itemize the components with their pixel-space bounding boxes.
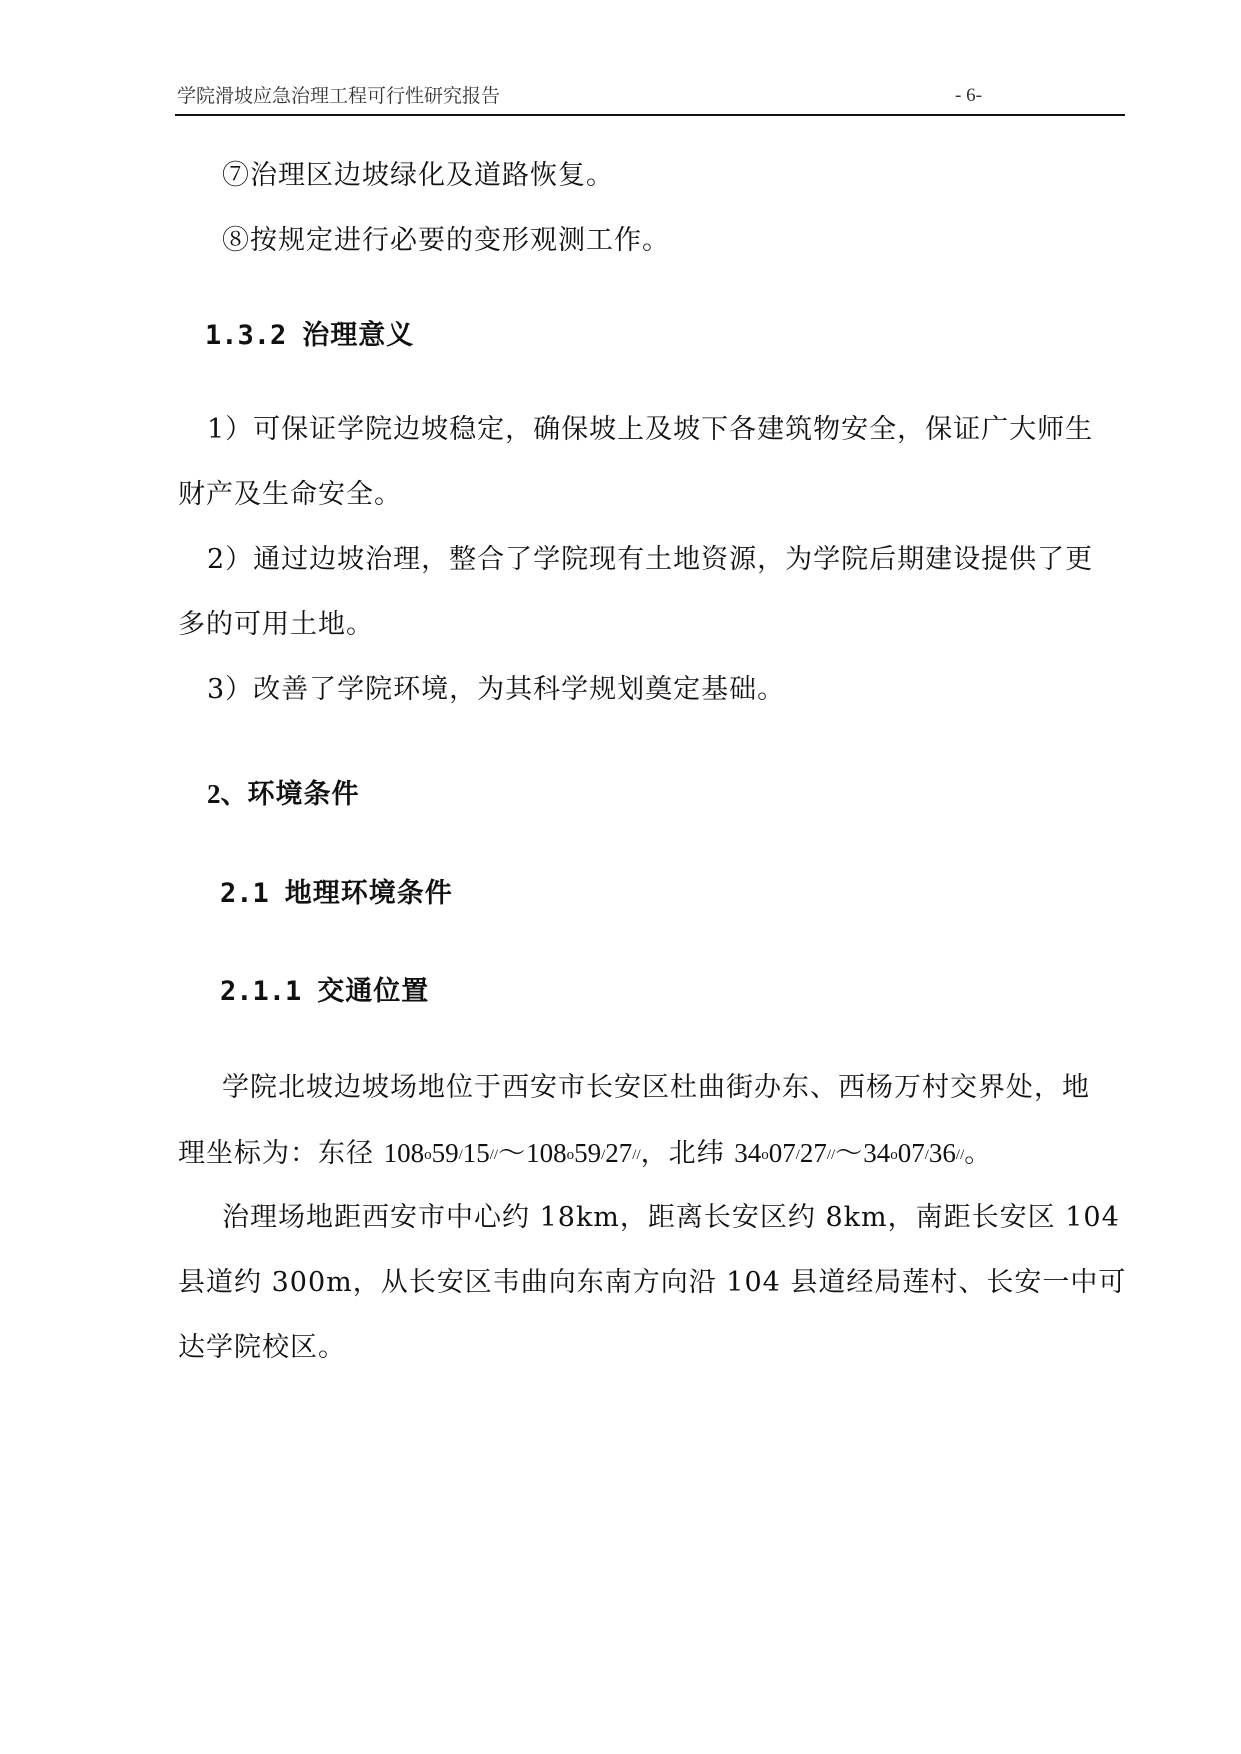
page-number: - 6- [955, 85, 982, 106]
section-title: 环境条件 [247, 779, 360, 810]
header-title: 学院滑坡应急治理工程可行性研究报告 [177, 85, 501, 107]
paragraph-significance-2-line-2: 多的可用土地。 [178, 609, 374, 640]
latitude-start: 34$^o$07/27// [734, 1138, 836, 1168]
latitude-end: 34$^o$07/36// [863, 1138, 965, 1168]
paragraph-location-2-line-2: 县道约 300m，从长安区韦曲向东南方向沿 104 县道经局莲村、长安一中可 [178, 1267, 1127, 1298]
list-item-8: ⑧按规定进行必要的变形观测工作。 [222, 225, 670, 256]
paragraph-significance-2-line-1: 2）通过边坡治理，整合了学院现有土地资源，为学院后期建设提供了更 [207, 544, 1094, 575]
section-number: 2.1 [220, 878, 269, 909]
paragraph-location-1-line-1: 学院北坡边坡场地位于西安市长安区杜曲街办东、西杨万村交界处，地 [222, 1072, 1090, 1103]
page-header [175, 86, 1125, 116]
section-heading-2-1-1 [220, 972, 429, 1012]
paragraph-location-coordinates: 理坐标为：东径 108$^o$59/15//～108$^o$59/27//，北纬 34$^o$07/27//～34$^o$07/36//。 [178, 1138, 993, 1169]
paragraph-location-2-line-3: 达学院校区。 [178, 1332, 346, 1363]
section-title: 治理意义 [302, 320, 415, 351]
paragraph-significance-1-line-2: 财产及生命安全。 [178, 479, 402, 510]
paragraph-significance-3: 3）改善了学院环境，为其科学规划奠定基础。 [207, 674, 786, 705]
section-heading-1-3-2 [205, 316, 414, 356]
section-heading-2-1 [220, 874, 453, 914]
section-number: 2、 [207, 779, 248, 809]
list-item-7: ⑦治理区边坡绿化及道路恢复。 [222, 160, 614, 191]
section-title: 交通位置 [317, 976, 430, 1007]
paragraph-significance-1-line-1: 1）可保证学院边坡稳定，确保坡上及坡下各建筑物安全，保证广大师生 [207, 414, 1094, 445]
longitude-end: 108$^o$59/27// [526, 1138, 641, 1168]
section-number: 2.1.1 [220, 976, 302, 1007]
section-title: 地理环境条件 [284, 878, 453, 909]
section-number: 1.3.2 [205, 320, 287, 351]
paragraph-location-2-line-1: 治理场地距西安市中心约 18km，距离长安区约 8km，南距长安区 104 [222, 1202, 1120, 1233]
section-heading-2 [207, 774, 360, 815]
longitude-start: 108$^o$59/15// [383, 1138, 499, 1168]
